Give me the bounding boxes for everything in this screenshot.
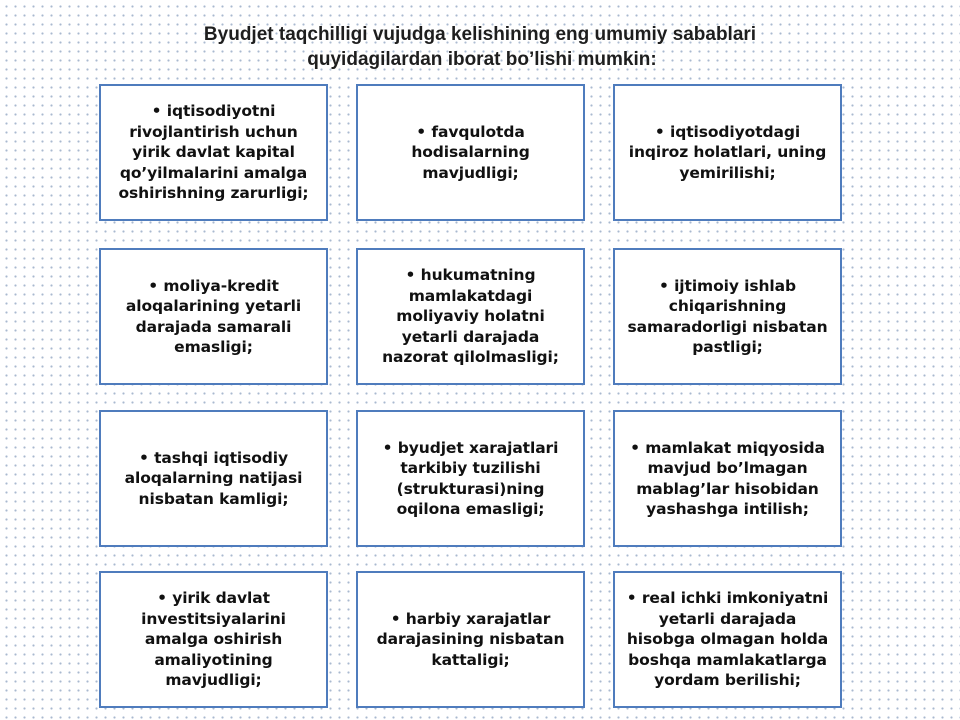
reason-box-capital-investment <box>99 84 328 221</box>
reason-text: • iqtisodiyotni rivojlantirish uchun yirik davlat kapital qo’yilmalarini amalga oshirishning zarurligi; <box>111 101 316 204</box>
reason-box-economic-crisis <box>613 84 842 221</box>
reason-box-emergencies <box>356 84 585 221</box>
slide-title-line-2: quyidagilardan iborat bo’lishi mumkin: <box>307 49 657 70</box>
slide-title-line-1: Byudjet taqchilligi vujudga kelishining eng umumiy sabablari <box>203 24 757 45</box>
reason-text: • moliya-kredit aloqalarining yetarli darajada samarali emasligi; <box>111 276 316 358</box>
reason-box-financial-credit <box>99 248 328 385</box>
reason-box-state-investments <box>99 571 328 708</box>
reason-box-government-control <box>356 248 585 385</box>
slide-title <box>0 22 960 72</box>
reason-text: • hukumatning mamlakatdagi moliyaviy holatni yetarli darajada nazorat qilolmasligi; <box>368 265 573 368</box>
reason-text: • harbiy xarajatlar darajasining nisbatan kattaligi; <box>368 609 573 671</box>
reason-text: • yirik davlat investitsiyalarini amalga oshirish amaliyotining mavjudligi; <box>111 588 316 691</box>
reason-box-foreign-relations <box>99 410 328 547</box>
reason-box-budget-structure <box>356 410 585 547</box>
reason-text: • mamlakat miqyosida mavjud bo’lmagan mablag’lar hisobidan yashashga intilish; <box>625 438 830 520</box>
reason-box-foreign-aid <box>613 571 842 708</box>
reason-text: • ijtimoiy ishlab chiqarishning samaradorligi nisbatan pastligi; <box>625 276 830 358</box>
reason-text: • real ichki imkoniyatni yetarli darajada hisobga olmagan holda boshqa mamlakatlarga yordam berilishi; <box>625 588 830 691</box>
reason-text: • tashqi iqtisodiy aloqalarning natijasi nisbatan kamligi; <box>111 448 316 510</box>
reason-text: • byudjet xarajatlari tarkibiy tuzilishi (strukturasi)ning oqilona emasligi; <box>368 438 573 520</box>
reason-text: • favqulotda hodisalarning mavjudligi; <box>368 122 573 184</box>
reason-box-living-beyond-means <box>613 410 842 547</box>
reason-text: • iqtisodiyotdagi inqiroz holatlari, uning yemirilishi; <box>625 122 830 184</box>
reason-box-production-efficiency <box>613 248 842 385</box>
reason-box-military-spending <box>356 571 585 708</box>
